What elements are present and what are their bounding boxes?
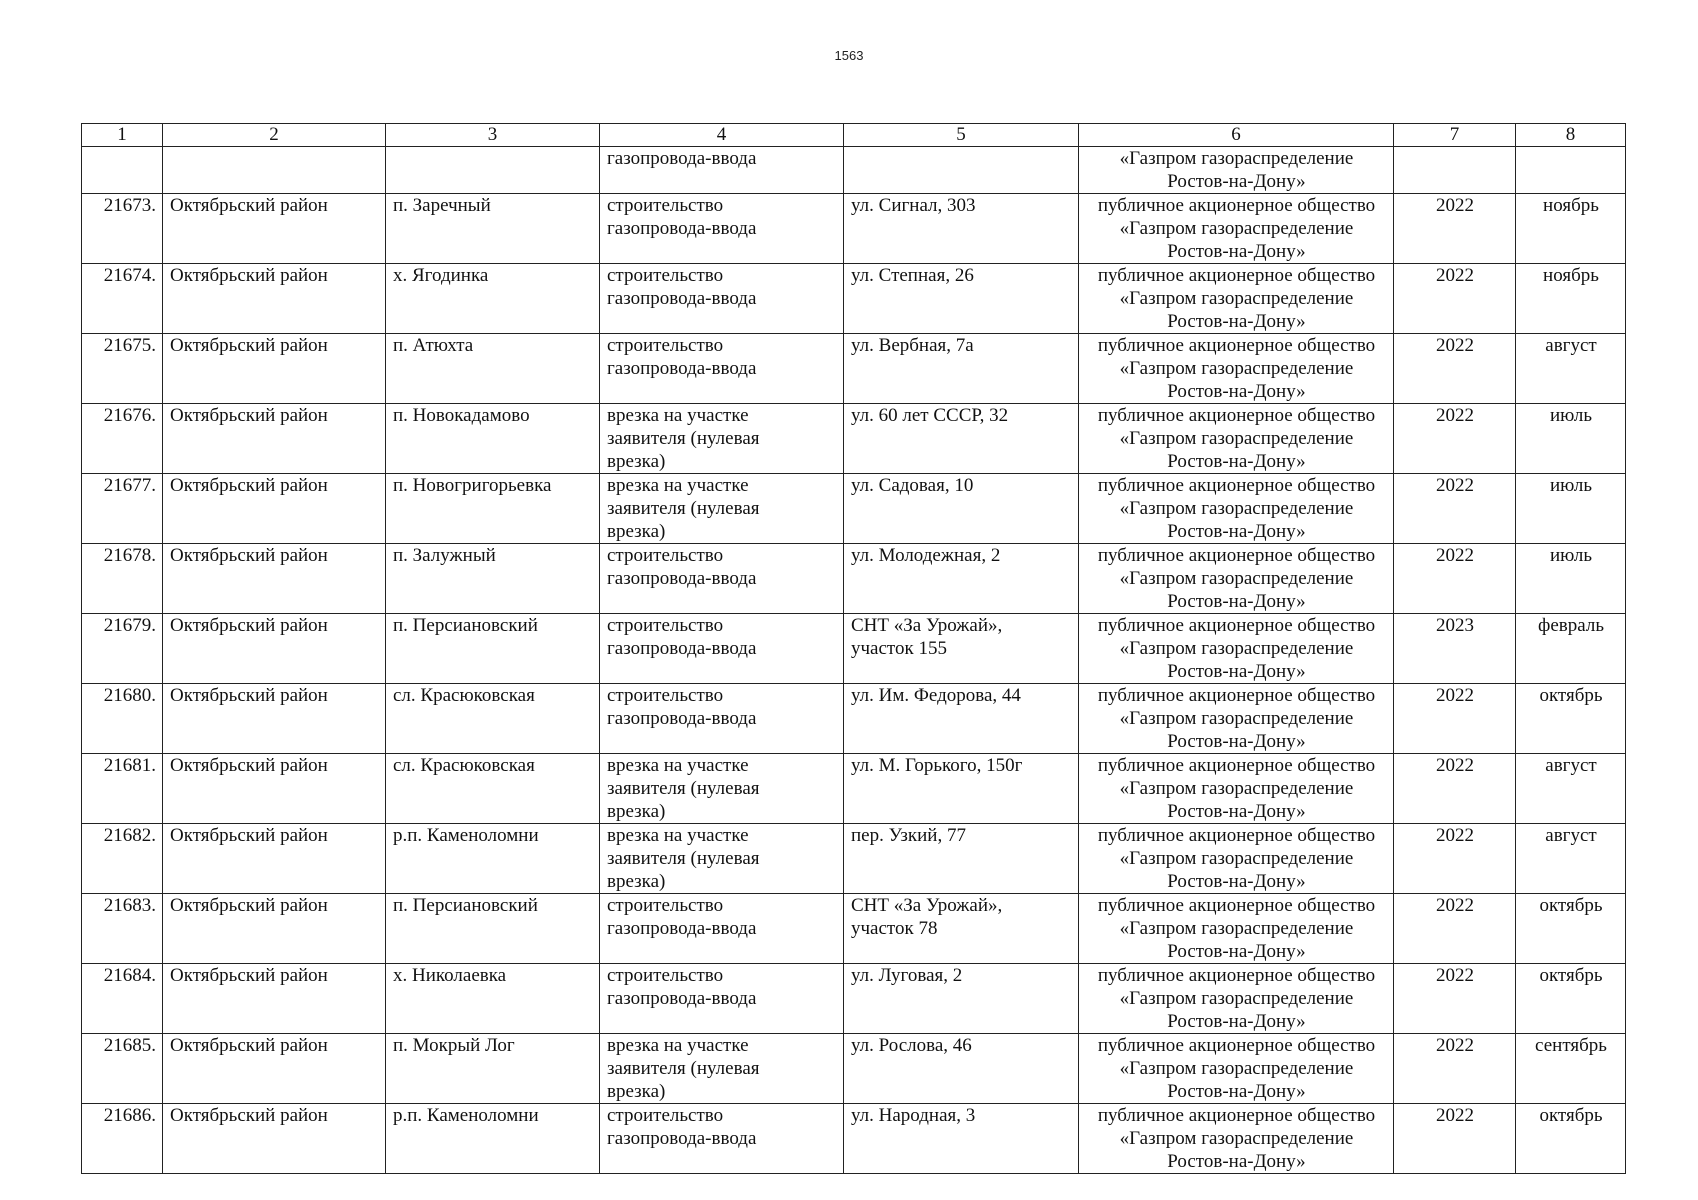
cell-month: август (1516, 754, 1626, 824)
address-line: ул. Степная, 26 (851, 265, 974, 286)
cell-year: 2023 (1394, 614, 1516, 684)
cell-address (844, 334, 1079, 404)
table-row (82, 964, 1626, 1034)
address-line: пер. Узкий, 77 (851, 825, 966, 846)
cell-district: Октябрьский район (163, 404, 386, 474)
work-line: строительство (607, 335, 724, 356)
cell-year: 2022 (1394, 404, 1516, 474)
work-line: заявителя (нулевая (607, 1058, 760, 1079)
org-line: «Газпром газораспределение (1119, 988, 1354, 1009)
cell-work (600, 754, 844, 824)
work-line: строительство (607, 895, 724, 916)
org-line: «Газпром газораспределение (1119, 638, 1354, 659)
cell-month: август (1516, 824, 1626, 894)
cell-organization (1079, 264, 1394, 334)
cell-num: 21686. (82, 1104, 163, 1174)
cell-address (844, 474, 1079, 544)
address-line: СНТ «За Урожай», (851, 615, 1003, 636)
cell-district: Октябрьский район (163, 544, 386, 614)
org-line: публичное акционерное общество (1097, 1105, 1376, 1126)
cell-work: газопровода-ввода (600, 147, 844, 194)
cell-organization (1079, 1104, 1394, 1174)
org-line: «Газпром газораспределение (1119, 148, 1354, 169)
cell-address (844, 544, 1079, 614)
work-line: строительство (607, 965, 724, 986)
org-line: Ростов-на-Дону» (1167, 241, 1306, 262)
address-line: ул. Вербная, 7а (851, 335, 974, 356)
cell-year (1394, 147, 1516, 194)
cell-organization (1079, 1034, 1394, 1104)
work-line: газопровода-ввода (607, 638, 757, 659)
org-line: «Газпром газораспределение (1119, 498, 1354, 519)
cell-address (844, 824, 1079, 894)
cell-num: 21674. (82, 264, 163, 334)
cell-address (844, 614, 1079, 684)
org-line: Ростов-на-Дону» (1167, 311, 1306, 332)
table-row (82, 264, 1626, 334)
cell-settlement: сл. Красюковская (386, 684, 600, 754)
cell-district: Октябрьский район (163, 474, 386, 544)
work-line: газопровода-ввода (607, 708, 757, 729)
cell-work (600, 1034, 844, 1104)
table-row (82, 194, 1626, 264)
org-line: Ростов-на-Дону» (1167, 941, 1306, 962)
cell-num: 21684. (82, 964, 163, 1034)
cell-district: Октябрьский район (163, 684, 386, 754)
cell-work (600, 474, 844, 544)
cell-organization (1079, 964, 1394, 1034)
cell-year: 2022 (1394, 334, 1516, 404)
org-line: «Газпром газораспределение (1119, 778, 1354, 799)
work-line: врезка на участке (607, 405, 749, 426)
cell-num: 21673. (82, 194, 163, 264)
table-header-row (82, 124, 1626, 147)
cell-month: октябрь (1516, 684, 1626, 754)
cell-organization (1079, 754, 1394, 824)
work-line: врезка на участке (607, 825, 749, 846)
cell-address (844, 964, 1079, 1034)
org-line: публичное акционерное общество (1097, 475, 1376, 496)
cell-settlement: п. Заречный (386, 194, 600, 264)
address-line: участок 155 (851, 638, 947, 659)
cell-num: 21678. (82, 544, 163, 614)
org-line: Ростов-на-Дону» (1167, 801, 1306, 822)
cell-settlement (386, 147, 600, 194)
table-row (82, 614, 1626, 684)
cell-settlement: р.п. Каменоломни (386, 824, 600, 894)
cell-district: Октябрьский район (163, 334, 386, 404)
cell-work (600, 684, 844, 754)
address-line: ул. Молодежная, 2 (851, 545, 1001, 566)
cell-settlement: п. Мокрый Лог (386, 1034, 600, 1104)
work-line: газопровода-ввода (607, 568, 757, 589)
work-line: газопровода-ввода (607, 988, 757, 1009)
org-line: публичное акционерное общество (1097, 405, 1376, 426)
cell-address (844, 894, 1079, 964)
register-table (81, 123, 1626, 1174)
org-line: публичное акционерное общество (1097, 895, 1376, 916)
cell-work (600, 334, 844, 404)
cell-work (600, 194, 844, 264)
work-line: газопровода-ввода (607, 1128, 757, 1149)
cell-work (600, 404, 844, 474)
cell-year: 2022 (1394, 684, 1516, 754)
cell-month: ноябрь (1516, 194, 1626, 264)
cell-year: 2022 (1394, 894, 1516, 964)
cell-year: 2022 (1394, 824, 1516, 894)
cell-settlement: п. Новогригорьевка (386, 474, 600, 544)
address-line: ул. Сигнал, 303 (851, 195, 976, 216)
work-line: заявителя (нулевая (607, 428, 760, 449)
table-row (82, 544, 1626, 614)
org-line: публичное акционерное общество (1097, 755, 1376, 776)
cell-work (600, 1104, 844, 1174)
cell-month: июль (1516, 404, 1626, 474)
address-line: ул. Им. Федорова, 44 (851, 685, 1021, 706)
org-line: Ростов-на-Дону» (1167, 1151, 1306, 1172)
table-row (82, 474, 1626, 544)
org-line: публичное акционерное общество (1097, 825, 1376, 846)
cell-year: 2022 (1394, 194, 1516, 264)
work-line: заявителя (нулевая (607, 778, 760, 799)
org-line: Ростов-на-Дону» (1167, 731, 1306, 752)
address-line: ул. Садовая, 10 (851, 475, 974, 496)
cell-work (600, 964, 844, 1034)
cell-num: 21681. (82, 754, 163, 824)
address-line: ул. М. Горького, 150г (851, 755, 1023, 776)
cell-month: август (1516, 334, 1626, 404)
org-line: публичное акционерное общество (1097, 685, 1376, 706)
cell-work (600, 894, 844, 964)
cell-num: 21675. (82, 334, 163, 404)
address-line: ул. Народная, 3 (851, 1105, 976, 1126)
work-line: газопровода-ввода (607, 918, 757, 939)
table-row (82, 1034, 1626, 1104)
work-line: врезка на участке (607, 475, 749, 496)
cell-address (844, 194, 1079, 264)
cell-settlement: п. Новокадамово (386, 404, 600, 474)
cell-organization (1079, 334, 1394, 404)
cell-settlement: п. Персиановский (386, 614, 600, 684)
org-line: Ростов-на-Дону» (1167, 661, 1306, 682)
work-line: газопровода-ввода (607, 288, 757, 309)
org-line: Ростов-на-Дону» (1167, 1011, 1306, 1032)
column-header: 3 (386, 124, 600, 147)
cell-month (1516, 147, 1626, 194)
org-line: Ростов-на-Дону» (1167, 591, 1306, 612)
org-line: Ростов-на-Дону» (1167, 871, 1306, 892)
cell-year: 2022 (1394, 264, 1516, 334)
column-header: 6 (1079, 124, 1394, 147)
work-line: заявителя (нулевая (607, 498, 760, 519)
cell-organization (1079, 684, 1394, 754)
work-line: врезка) (607, 801, 666, 822)
cell-district: Октябрьский район (163, 194, 386, 264)
column-header: 2 (163, 124, 386, 147)
cell-month: июль (1516, 474, 1626, 544)
cell-organization (1079, 147, 1394, 194)
cell-year: 2022 (1394, 544, 1516, 614)
cell-settlement: п. Залужный (386, 544, 600, 614)
cell-month: ноябрь (1516, 264, 1626, 334)
cell-num: 21676. (82, 404, 163, 474)
cell-address (844, 684, 1079, 754)
table-row (82, 684, 1626, 754)
cell-num: 21682. (82, 824, 163, 894)
cell-num: 21683. (82, 894, 163, 964)
cell-year: 2022 (1394, 754, 1516, 824)
cell-district: Октябрьский район (163, 1104, 386, 1174)
cell-month: июль (1516, 544, 1626, 614)
work-line: врезка) (607, 451, 666, 472)
org-line: «Газпром газораспределение (1119, 1128, 1354, 1149)
org-line: Ростов-на-Дону» (1167, 1081, 1306, 1102)
cell-num: 21685. (82, 1034, 163, 1104)
work-line: строительство (607, 1105, 724, 1126)
table-row-continuation (82, 147, 1626, 194)
table-row (82, 334, 1626, 404)
column-header: 7 (1394, 124, 1516, 147)
column-header: 4 (600, 124, 844, 147)
cell-district: Октябрьский район (163, 614, 386, 684)
address-line: ул. 60 лет СССР, 32 (851, 405, 1009, 426)
column-header: 5 (844, 124, 1079, 147)
work-line: газопровода-ввода (607, 218, 757, 239)
org-line: публичное акционерное общество (1097, 195, 1376, 216)
org-line: Ростов-на-Дону» (1167, 451, 1306, 472)
org-line: «Газпром газораспределение (1119, 1058, 1354, 1079)
org-line: «Газпром газораспределение (1119, 288, 1354, 309)
cell-month: октябрь (1516, 894, 1626, 964)
cell-settlement: р.п. Каменоломни (386, 1104, 600, 1174)
work-line: врезка) (607, 871, 666, 892)
work-line: врезка на участке (607, 755, 749, 776)
org-line: «Газпром газораспределение (1119, 218, 1354, 239)
cell-organization (1079, 544, 1394, 614)
cell-month: февраль (1516, 614, 1626, 684)
address-line: ул. Луговая, 2 (851, 965, 963, 986)
cell-district: Октябрьский район (163, 824, 386, 894)
table-row (82, 1104, 1626, 1174)
cell-organization (1079, 474, 1394, 544)
cell-address (844, 264, 1079, 334)
org-line: публичное акционерное общество (1097, 615, 1376, 636)
work-line: врезка) (607, 1081, 666, 1102)
cell-num: 21680. (82, 684, 163, 754)
cell-month: сентябрь (1516, 1034, 1626, 1104)
table-row (82, 404, 1626, 474)
org-line: «Газпром газораспределение (1119, 568, 1354, 589)
org-line: Ростов-на-Дону» (1167, 381, 1306, 402)
org-line: публичное акционерное общество (1097, 965, 1376, 986)
work-line: врезка на участке (607, 1035, 749, 1056)
cell-work (600, 264, 844, 334)
cell-organization (1079, 824, 1394, 894)
table-row (82, 824, 1626, 894)
cell-num: 21679. (82, 614, 163, 684)
org-line: Ростов-на-Дону» (1167, 171, 1306, 192)
cell-organization (1079, 894, 1394, 964)
cell-district: Октябрьский район (163, 894, 386, 964)
address-line: СНТ «За Урожай», (851, 895, 1003, 916)
cell-work (600, 544, 844, 614)
org-line: «Газпром газораспределение (1119, 918, 1354, 939)
work-line: строительство (607, 265, 724, 286)
cell-district: Октябрьский район (163, 264, 386, 334)
work-line: газопровода-ввода (607, 358, 757, 379)
table-row (82, 894, 1626, 964)
cell-organization (1079, 614, 1394, 684)
org-line: публичное акционерное общество (1097, 335, 1376, 356)
cell-num (82, 147, 163, 194)
cell-month: октябрь (1516, 964, 1626, 1034)
org-line: «Газпром газораспределение (1119, 358, 1354, 379)
cell-year: 2022 (1394, 1034, 1516, 1104)
org-line: публичное акционерное общество (1097, 545, 1376, 566)
org-line: «Газпром газораспределение (1119, 848, 1354, 869)
cell-month: октябрь (1516, 1104, 1626, 1174)
cell-district (163, 147, 386, 194)
column-header: 1 (82, 124, 163, 147)
column-header: 8 (1516, 124, 1626, 147)
cell-organization (1079, 194, 1394, 264)
cell-settlement: х. Николаевка (386, 964, 600, 1034)
work-line: строительство (607, 195, 724, 216)
cell-year: 2022 (1394, 1104, 1516, 1174)
cell-address (844, 1034, 1079, 1104)
org-line: «Газпром газораспределение (1119, 708, 1354, 729)
org-line: публичное акционерное общество (1097, 265, 1376, 286)
cell-work (600, 614, 844, 684)
cell-address (844, 404, 1079, 474)
address-line: ул. Рослова, 46 (851, 1035, 972, 1056)
cell-year: 2022 (1394, 964, 1516, 1034)
org-line: публичное акционерное общество (1097, 1035, 1376, 1056)
cell-address (844, 754, 1079, 824)
work-line: строительство (607, 545, 724, 566)
work-line: строительство (607, 685, 724, 706)
cell-organization (1079, 404, 1394, 474)
cell-settlement: п. Атюхта (386, 334, 600, 404)
cell-settlement: п. Персиановский (386, 894, 600, 964)
cell-num: 21677. (82, 474, 163, 544)
cell-settlement: х. Ягодинка (386, 264, 600, 334)
org-line: Ростов-на-Дону» (1167, 521, 1306, 542)
work-line: врезка) (607, 521, 666, 542)
cell-district: Октябрьский район (163, 964, 386, 1034)
work-line: строительство (607, 615, 724, 636)
page-number: 1563 (834, 48, 864, 63)
address-line: участок 78 (851, 918, 938, 939)
cell-settlement: сл. Красюковская (386, 754, 600, 824)
org-line: «Газпром газораспределение (1119, 428, 1354, 449)
cell-district: Октябрьский район (163, 1034, 386, 1104)
work-line: заявителя (нулевая (607, 848, 760, 869)
cell-district: Октябрьский район (163, 754, 386, 824)
cell-year: 2022 (1394, 474, 1516, 544)
cell-address (844, 147, 1079, 194)
cell-work (600, 824, 844, 894)
table-row (82, 754, 1626, 824)
cell-address (844, 1104, 1079, 1174)
